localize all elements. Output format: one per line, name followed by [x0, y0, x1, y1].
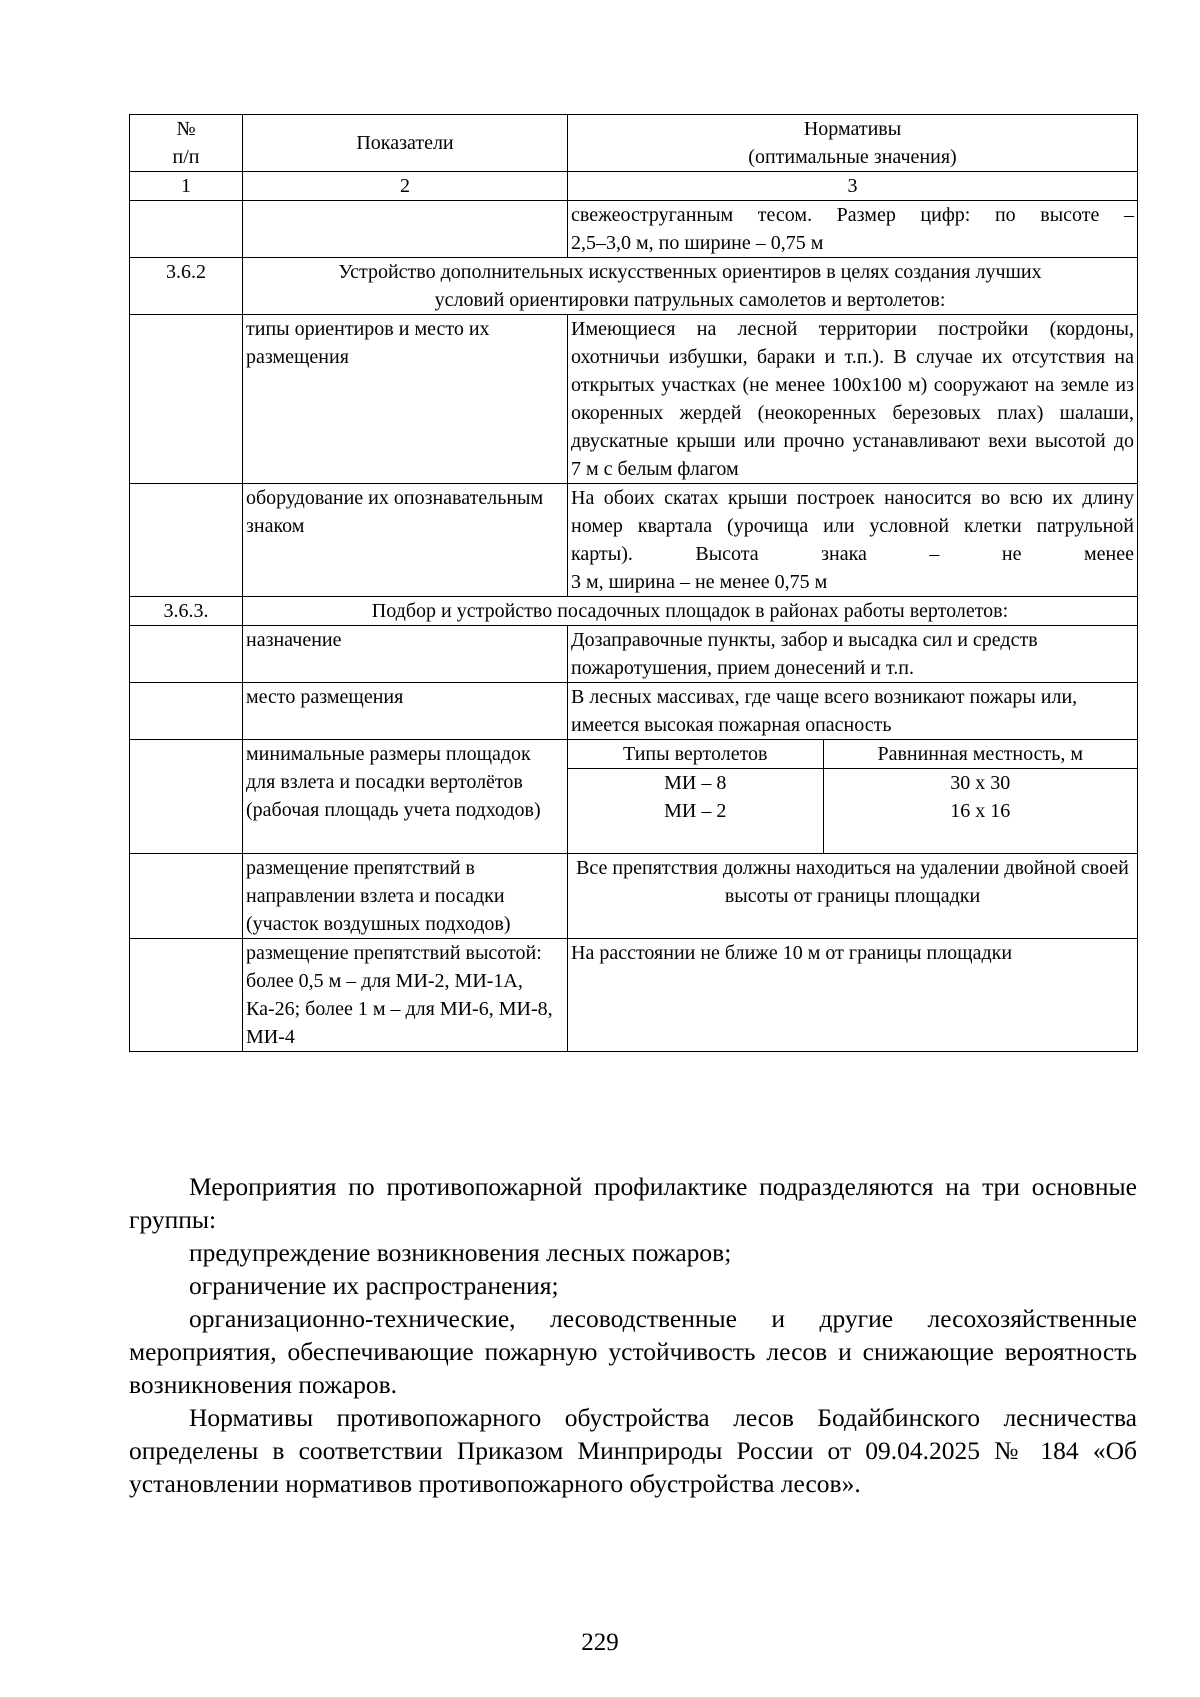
table-row — [130, 939, 1138, 1052]
section-title: Устройство дополнительных искусственных ориентиров в целях создания лучших условий ориентировки патрульных самолетов и вертолетов: — [243, 258, 1138, 315]
table-header-row — [130, 115, 1138, 172]
norm-cell: Все препятствия должны находиться на удалении двойной своей высоты от границы площадки — [568, 854, 1138, 939]
indicator-cell: назначение — [243, 626, 568, 683]
helicopter-sizes-cell — [568, 740, 1138, 854]
section-number: 3.6.2 — [130, 258, 243, 315]
helicopter-type: МИ – 8 — [568, 769, 823, 798]
indicator-cell: оборудование их опознавательным знаком — [243, 484, 568, 597]
header-norms: Нормативы (оптимальные значения) — [568, 115, 1138, 172]
empty-cell — [130, 740, 243, 854]
empty-cell — [130, 201, 243, 258]
subtable-header — [568, 740, 1137, 769]
paragraph: Нормативы противопожарного обустройства лесов Бодайбинского лесничества определены в соответствии Приказом Минприроды России от 09.04.2025 № 184 «Об установлении нормативов противопожарного обустройства лесов». — [129, 1403, 1137, 1498]
norms-table — [129, 114, 1138, 1052]
column-number: 3 — [568, 172, 1138, 201]
helicopter-sizes-table — [568, 740, 1137, 853]
table-row — [130, 484, 1138, 597]
page-number: 229 — [581, 1629, 619, 1656]
section-row-3-6-3 — [130, 597, 1138, 626]
empty-cell — [130, 939, 243, 1052]
helicopter-type: МИ – 2 — [568, 797, 823, 853]
norm-cell: На обоих скатах крыши построек наносится во всю их длину номер квартала (урочища или условной клетки патрульной карты). Высота знака – не менее 3 м, ширина – не менее 0,75 м — [568, 484, 1138, 597]
table-row — [130, 854, 1138, 939]
empty-cell — [130, 484, 243, 597]
subtable-col1-header: Типы вертолетов — [568, 740, 823, 769]
body-text — [129, 1170, 1137, 1500]
column-number: 2 — [243, 172, 568, 201]
subtable-row — [568, 797, 1137, 853]
table-row — [130, 315, 1138, 484]
indicator-cell: типы ориентиров и место их размещения — [243, 315, 568, 484]
norm-cell: Имеющиеся на лесной территории постройки (кордоны, охотничьи избушки, бараки и т.п.). В случае их отсутствия на открытых участках (не менее 100х100 м) сооружают на земле из окоренных жердей (неокоренных березовых плах) шалаши, двускатные крыши или прочно устанавливают вехи высотой до 7 м с белым флагом — [568, 315, 1138, 484]
paragraph: организационно-технические, лесоводственные и другие лесохозяйственные мероприятия, обеспечивающие пожарную устойчивость лесов и снижающие вероятность возникновения пожаров. — [129, 1304, 1137, 1399]
empty-cell — [130, 626, 243, 683]
paragraph: предупреждение возникновения лесных пожаров; — [189, 1238, 732, 1267]
subtable-row — [568, 769, 1137, 798]
empty-cell — [130, 315, 243, 484]
norm-cell: Дозаправочные пункты, забор и высадка сил и средств пожаротушения, прием донесений и т.п. — [568, 626, 1138, 683]
indicator-cell: минимальные размеры площадок для взлета и посадки вертолётов (рабочая площадь учета подходов) — [243, 740, 568, 854]
norm-cell: На расстоянии не ближе 10 м от границы площадки — [568, 939, 1138, 1052]
table-row — [130, 683, 1138, 740]
indicator-cell: место размещения — [243, 683, 568, 740]
area-size: 16 х 16 — [950, 800, 1011, 822]
header-indicators: Показатели — [243, 115, 568, 172]
subtable-col2-header: Равнинная местность, м — [823, 740, 1137, 769]
area-size: 30 х 30 — [950, 772, 1011, 794]
table-row — [130, 626, 1138, 683]
column-number-row — [130, 172, 1138, 201]
paragraph: ограничение их распространения; — [189, 1271, 559, 1300]
header-num: № п/п — [130, 115, 243, 172]
empty-cell — [243, 201, 568, 258]
table-row — [130, 740, 1138, 854]
section-number: 3.6.3. — [130, 597, 243, 626]
paragraph: Мероприятия по противопожарной профилактике подразделяются на три основные группы: — [129, 1172, 1137, 1234]
column-number: 1 — [130, 172, 243, 201]
table-row — [130, 201, 1138, 258]
section-row-3-6-2 — [130, 258, 1138, 315]
indicator-cell: размещение препятствий высотой: более 0,5 м – для МИ-2, МИ-1А, Ка-26; более 1 м – для МИ-6, МИ-8, МИ-4 — [243, 939, 568, 1052]
indicator-cell: размещение препятствий в направлении взлета и посадки (участок воздушных подходов) — [243, 854, 568, 939]
norm-cell: В лесных массивах, где чаще всего возникают пожары или, имеется высокая пожарная опасность — [568, 683, 1138, 740]
empty-cell — [130, 854, 243, 939]
continuation-cell: свежеоструганным тесом. Размер цифр: по высоте – 2,5–3,0 м, по ширине – 0,75 м — [568, 201, 1138, 258]
empty-cell — [130, 683, 243, 740]
section-title: Подбор и устройство посадочных площадок в районах работы вертолетов: — [243, 597, 1138, 626]
